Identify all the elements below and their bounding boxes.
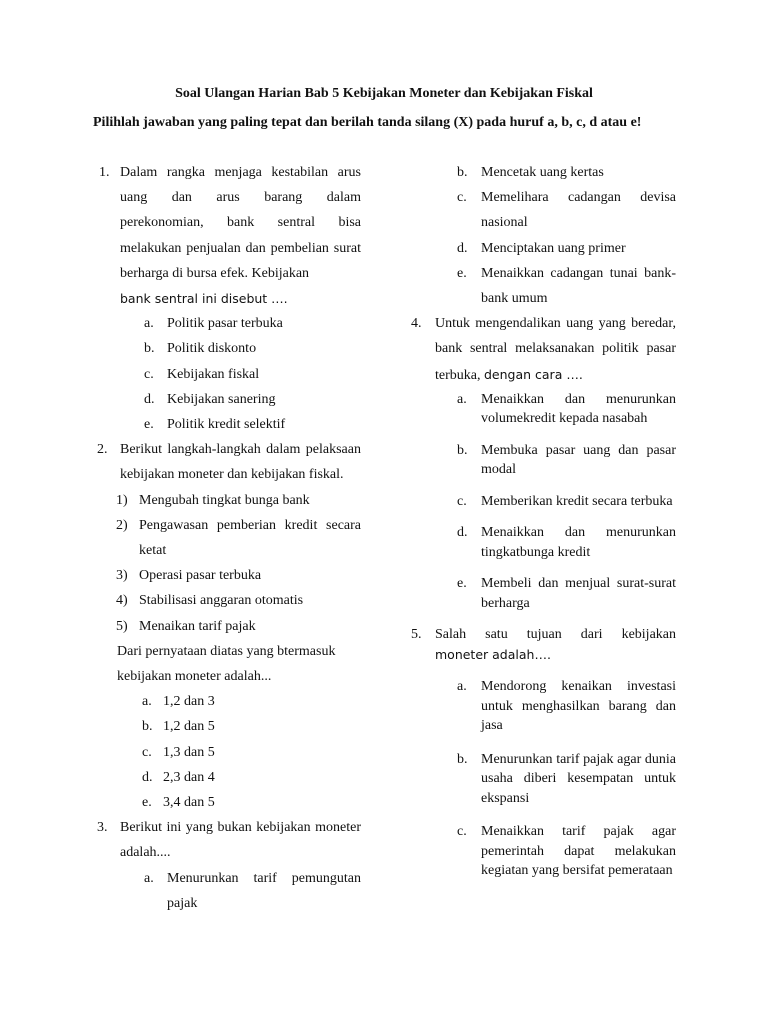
- question-text-tail: dengan cara ….: [483, 366, 583, 382]
- option[interactable]: b. Mencetak uang kertas: [457, 165, 604, 180]
- option[interactable]: b. Membuka pasar uang dan pasar modal: [457, 442, 676, 478]
- option[interactable]: d. Kebijakan sanering: [144, 391, 276, 407]
- option[interactable]: e. 3,4 dan 5: [142, 795, 215, 811]
- option[interactable]: c. Memberikan kredit secara terbuka: [457, 493, 673, 509]
- question-text: Dalam rangka menjaga kestabilan arus uang dan arus barang dalam perekonomian, bank sentral bisa melakukan penjualan dan pembelian surat berharga di bursa efek. Kebijakan: [120, 165, 361, 281]
- question-text: Berikut ini yang bukan kebijakan moneter adalah....: [120, 820, 361, 861]
- option[interactable]: d. Menciptakan uang primer: [457, 240, 626, 256]
- option[interactable]: e. Membeli dan menjual surat-surat berharga: [457, 576, 676, 611]
- question-5: [408, 625, 676, 665]
- question-number: 4.: [411, 316, 422, 332]
- option[interactable]: c. Memelihara cadangan devisa nasional: [457, 190, 676, 231]
- question-2-options: [93, 689, 361, 815]
- option[interactable]: e. Politik kredit selektif: [144, 417, 286, 433]
- statement-item: 2) Pengawasan pemberian kredit secara ketat: [116, 517, 361, 559]
- question-4: [408, 311, 676, 388]
- question-number: 5.: [411, 627, 422, 643]
- option[interactable]: a. 1,2 dan 3: [142, 694, 215, 710]
- option[interactable]: a. Mendorong kenaikan investasi untuk menghasilkan barang dan jasa: [457, 679, 676, 734]
- question-2: [93, 437, 361, 487]
- option[interactable]: a. Politik pasar terbuka: [144, 316, 283, 332]
- question-1: [93, 160, 361, 311]
- statement-item: 1) Mengubah tingkat bunga bank: [116, 492, 310, 508]
- option[interactable]: d. Menaikkan dan menurunkan tingkatbunga kredit: [457, 525, 676, 560]
- question-text: Untuk mengendalikan uang yang beredar, bank sentral melaksanakan politik pasar terbuka,: [435, 316, 676, 383]
- statement-item: 4) Stabilisasi anggaran otomatis: [116, 593, 304, 609]
- option[interactable]: a. Menurunkan tarif pemungutan pajak: [144, 870, 361, 911]
- statement-item: 3) Operasi pasar terbuka: [116, 568, 262, 584]
- instructions: Pilihlah jawaban yang paling tepat dan berilah tanda silang (X) pada huruf a, b, c, d atau e!: [93, 115, 642, 130]
- question-5-options: [408, 677, 676, 881]
- option[interactable]: e. Menaikkan cadangan tunai bank-bank umum: [457, 265, 676, 307]
- question-4-options: [408, 390, 676, 614]
- question-3-options-part2: [408, 160, 676, 311]
- right-column: [408, 160, 676, 881]
- question-text: Berikut langkah-langkah dalam pelaksaan kebijakan moneter dan kebijakan fiskal.: [120, 442, 361, 483]
- question-2-followup: Dari pernyataan diatas yang btermasuk kebijakan moneter adalah...: [117, 643, 336, 685]
- statement-item: 5) Menaikan tarif pajak: [116, 618, 256, 634]
- option[interactable]: d. 2,3 dan 4: [142, 769, 215, 785]
- question-text-tail: moneter adalah….: [435, 647, 551, 663]
- option[interactable]: c. Kebijakan fiskal: [144, 366, 260, 382]
- question-number: 3.: [97, 820, 108, 836]
- question-number: 2.: [97, 442, 108, 458]
- question-text-tail: bank sentral ini disebut ….: [120, 291, 288, 307]
- question-3: [93, 815, 361, 865]
- option[interactable]: b. 1,2 dan 5: [142, 719, 215, 735]
- question-1-options: [93, 311, 361, 437]
- left-column: [93, 160, 361, 916]
- question-2-statements: [93, 488, 361, 639]
- option[interactable]: a. Menaikkan dan menurunkan volumekredit kepada nasabah: [457, 391, 676, 427]
- option[interactable]: b. Politik diskonto: [144, 341, 257, 357]
- option[interactable]: c. 1,3 dan 5: [142, 744, 215, 760]
- question-3-options-part1: [93, 866, 361, 916]
- option[interactable]: c. Menaikkan tarif pajak agar pemerintah dapat melakukan kegiatan yang bersifat pemerataan: [457, 824, 676, 879]
- question-number: 1.: [99, 165, 110, 180]
- option[interactable]: b. Menurunkan tarif pajak agar dunia usaha diberi kesempatan untuk ekspansi: [457, 751, 676, 806]
- question-text: Salah satu tujuan dari kebijakan: [435, 627, 676, 643]
- page-title: Soal Ulangan Harian Bab 5 Kebijakan Moneter dan Kebijakan Fiskal: [175, 86, 593, 101]
